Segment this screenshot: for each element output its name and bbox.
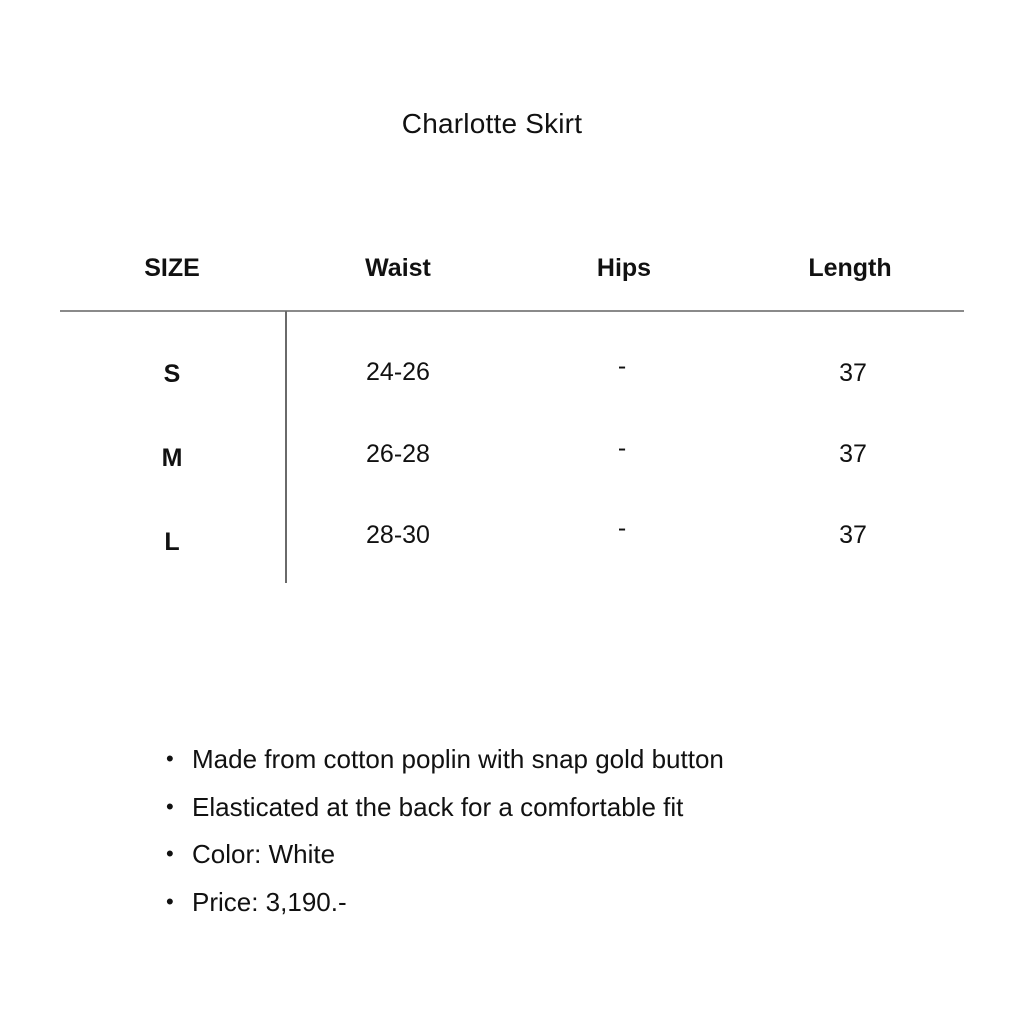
- product-title: Charlotte Skirt: [401, 108, 583, 139]
- size-cell: S: [163, 360, 181, 388]
- list-item: [166, 837, 724, 885]
- column-header-waist: Waist: [365, 254, 431, 282]
- header-divider: [60, 310, 964, 312]
- list-item: [166, 790, 724, 838]
- size-chart-table: [60, 0, 964, 600]
- hips-cell: -: [617, 514, 627, 542]
- length-cell: 37: [839, 440, 867, 468]
- list-item: [166, 885, 724, 933]
- product-details-list: [166, 742, 724, 932]
- waist-cell: 28-30: [366, 521, 430, 549]
- detail-text: Color: White: [192, 839, 336, 869]
- detail-text: Price: 3,190.-: [192, 886, 347, 917]
- bullet-icon: •: [166, 746, 174, 771]
- column-header-size: SIZE: [144, 254, 200, 282]
- length-cell: 37: [839, 521, 867, 549]
- detail-text: Elasticated at the back for a comfortable fit: [192, 791, 684, 822]
- waist-cell: 24-26: [366, 358, 430, 386]
- waist-cell: 26-28: [366, 440, 430, 468]
- column-header-hips: Hips: [596, 254, 652, 282]
- detail-text: Made from cotton poplin with snap gold button: [192, 744, 724, 774]
- bullet-icon: •: [166, 841, 174, 866]
- hips-cell: -: [617, 434, 627, 462]
- size-cell: M: [161, 444, 183, 472]
- size-cell: L: [164, 528, 180, 556]
- hips-cell: -: [617, 352, 627, 380]
- list-item: [166, 742, 724, 790]
- column-header-length: Length: [808, 254, 892, 282]
- length-cell: 37: [839, 359, 867, 387]
- bullet-icon: •: [166, 793, 174, 819]
- bullet-icon: •: [166, 888, 174, 914]
- size-column-divider: [285, 311, 287, 583]
